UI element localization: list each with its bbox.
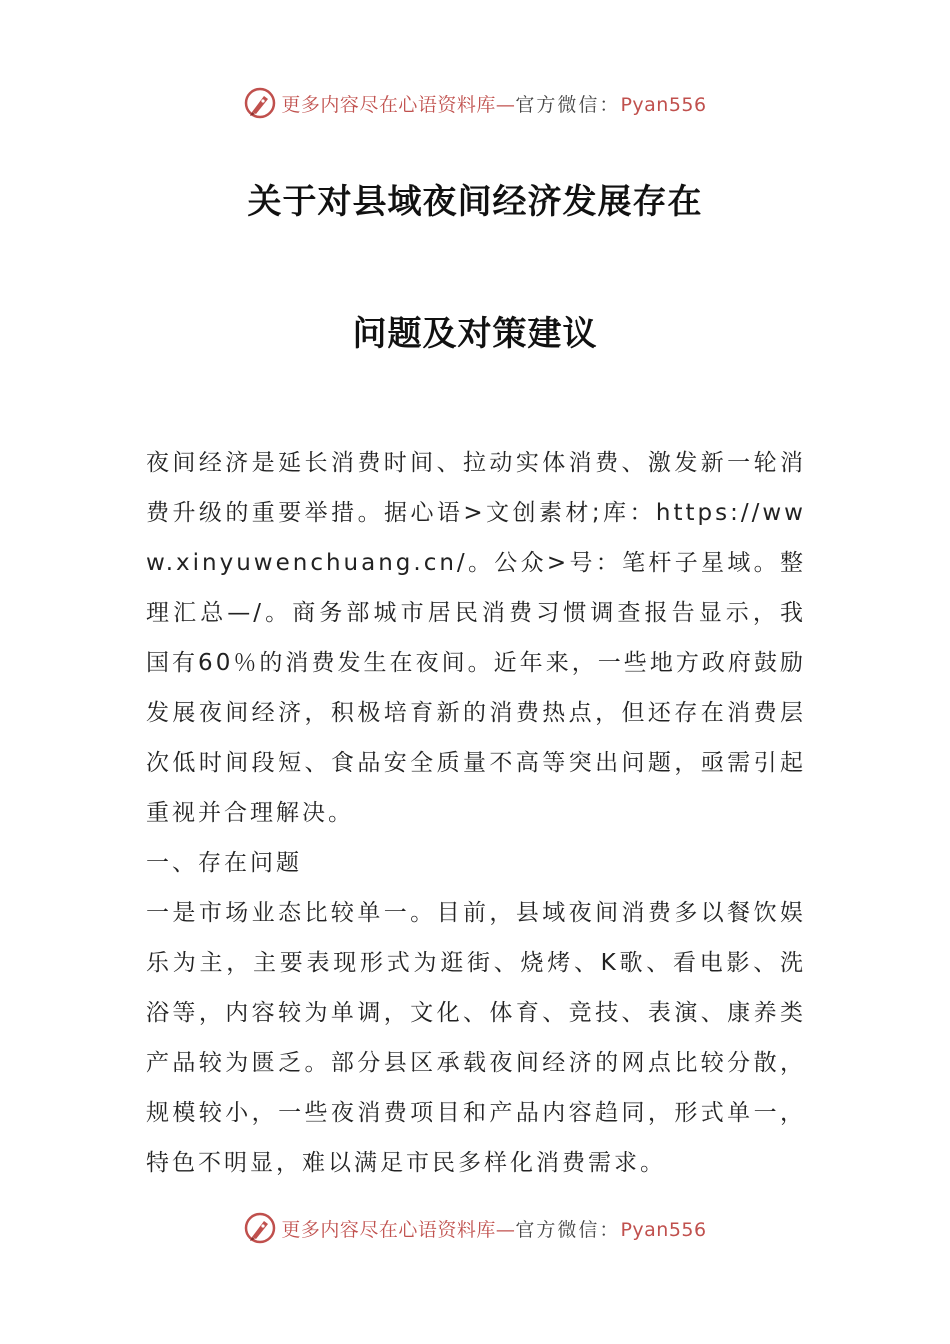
document-body	[146, 438, 806, 1188]
document-title-line-2: 问题及对策建议	[352, 314, 598, 354]
watermark-dash: —	[495, 1218, 516, 1241]
section-heading: 一、存在问题	[146, 850, 302, 876]
watermark-brand: 更多内容尽在心语资料库	[281, 93, 496, 116]
watermark-official: 官方微信：	[515, 93, 621, 116]
pen-nib-logo-icon	[243, 86, 277, 120]
watermark-wechat-id: Pyan556	[620, 93, 707, 116]
watermark-dash: —	[495, 93, 516, 116]
watermark-content	[243, 1211, 706, 1245]
watermark-text	[281, 90, 706, 117]
document-title-line-1: 关于对县域夜间经济发展存在	[247, 182, 703, 222]
intro-paragraph: 夜间经济是延长消费时间、拉动实体消费、激发新一轮消费升级的重要举措。据心语>文创素材;库：https://www.xinyuwenchuang.cn/。公众>号：笔杆子星域。整理汇总—/。商务部城市居民消费习惯调查报告显示，我国有60％的消费发生在夜间。近年来，一些地方政府鼓励发展夜间经济，积极培育新的消费热点，但还存在消费层次低时间段短、食品安全质量不高等突出问题，亟需引起重视并合理解决。	[146, 450, 806, 826]
header-watermark	[0, 83, 950, 123]
watermark-text	[281, 1215, 706, 1242]
watermark-content	[243, 86, 706, 120]
footer-watermark	[0, 1208, 950, 1248]
watermark-wechat-id: Pyan556	[620, 1218, 707, 1241]
watermark-brand: 更多内容尽在心语资料库	[281, 1218, 496, 1241]
point-one-paragraph: 一是市场业态比较单一。目前，县域夜间消费多以餐饮娱乐为主，主要表现形式为逛街、烧烤、K歌、看电影、洗浴等，内容较为单调，文化、体育、竞技、表演、康养类产品较为匮乏。部分县区承载夜间经济的网点比较分散，规模较小，一些夜消费项目和产品内容趋同，形式单一，特色不明显，难以满足市民多样化消费需求。	[146, 900, 806, 1176]
watermark-official: 官方微信：	[515, 1218, 621, 1241]
pen-nib-logo-icon	[243, 1211, 277, 1245]
